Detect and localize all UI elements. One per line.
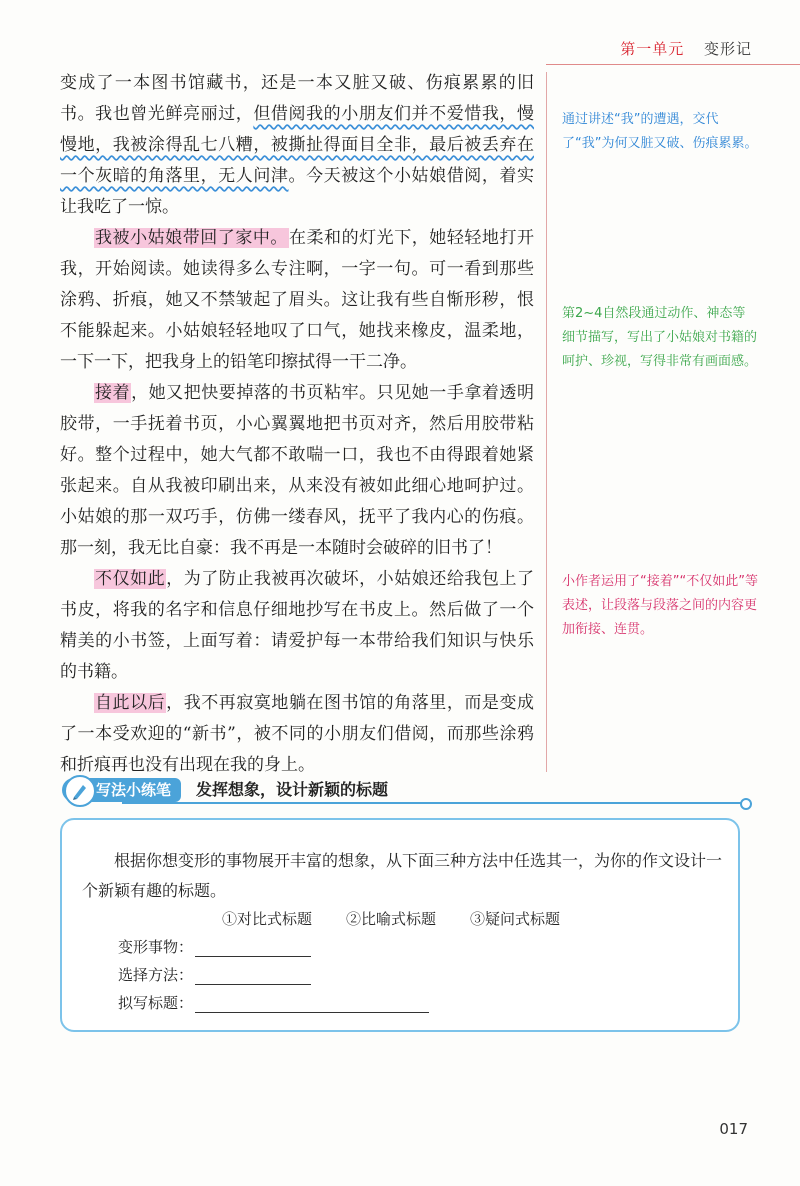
paragraph-2-text: 在柔和的灯光下，她轻轻地打开我，开始阅读。她读得多么专注啊，一字一句。可一看到那些涂鸦、折痕，她又不禁皱起了眉头。这让我有些自惭形秽，恨不能躲起来。小姑娘轻轻地叹了口气，她找来橡皮，温柔地，一下一下，把我身上的铅笔印擦拭得一干二净。 [60,228,535,372]
paragraph-1-text-c: 。今天被这个小姑娘借阅，着实让我吃了一惊。 [60,166,534,217]
paragraph-3-text: ，她又把快要掉落的书页粘牢。只见她一手拿着透明胶带，一手抚着书页，小心翼翼地把书页对齐，然后用胶带粘好。整个过程中，她大气都不敢喘一口，我也不由得跟着她紧张起来。自从我被印刷出来，从来没有被如此细心地呵护过。小姑娘的那一双巧手，仿佛一缕春风，抚平了我内心的伤痕。那一刻，我无比自豪：我不再是一本随时会破碎的旧书了！ [60,383,535,558]
paragraph-2-highlight: 我被小姑娘带回了家中。 [95,228,288,248]
header-rule [546,64,800,65]
writing-tip-title: 发挥想象，设计新颖的标题 [196,780,389,799]
pen-icon [64,775,96,807]
paragraph-3-highlight: 接着 [95,383,131,403]
title-method-options [222,908,560,929]
fill-in-blank[interactable] [195,940,311,957]
option-contrast: ①对比式标题 [222,910,313,928]
field-transform-object [118,936,311,957]
tip-rule-end-dot [740,798,752,810]
margin-divider [546,72,547,772]
margin-note-red: 小作者运用了“接着”“不仅如此”等表述，让段落与段落之间的内容更加衔接、连贯。 [562,574,758,637]
unit-label: 第一单元 [620,40,685,58]
field-label: 选择方法： [118,966,194,984]
writing-tip-badge [62,778,181,802]
paragraph-2 [60,223,534,378]
field-method [118,964,311,985]
writing-tip-badge-label: 写法小练笔 [96,781,172,799]
writing-tip-bar [62,778,752,804]
field-draft-title [118,992,429,1013]
header-label [620,38,752,59]
paragraph-1 [60,68,534,223]
margin-note-blue: 通过讲述“我”的遭遇，交代了“我”为何又脏又破、伤痕累累。 [562,112,758,151]
paragraph-5-highlight: 自此以后 [95,693,166,713]
paragraph-4-text: ，为了防止我被再次破坏，小姑娘还给我包上了书皮，将我的名字和信息仔细地抄写在书皮上。然后做了一个精美的小书签，上面写着：请爱护每一本带给我们知识与快乐的书籍。 [60,569,535,682]
page-number: 017 [719,1120,748,1138]
margin-note-green: 第2~4自然段通过动作、神态等细节描写，写出了小姑娘对书籍的呵护、珍视，写得非常有画面感。 [562,306,758,369]
essay-body [60,68,534,781]
practice-box [60,818,740,1032]
paragraph-4 [60,564,534,688]
paragraph-3 [60,378,534,564]
field-label: 变形事物： [118,938,194,956]
paragraph-4-highlight: 不仅如此 [95,569,166,589]
fill-in-blank[interactable] [195,996,429,1013]
option-metaphor: ②比喻式标题 [346,910,437,928]
fill-in-blank[interactable] [195,968,311,985]
paragraph-1-underlined: 但借阅我的小朋友们并不爱惜我，慢慢地，我被涂得乱七八糟，被撕扯得面目全非，最后被丢弃在一个灰暗的角落里，无人问津 [60,104,535,186]
paragraph-5 [60,688,534,781]
paragraph-1-text-a: 变成了一本图书馆藏书，还是一本又脏又破、伤痕累累的旧书。我也曾光鲜亮丽过， [60,73,534,124]
tip-rule [122,802,744,804]
chapter-title: 变形记 [703,40,752,58]
practice-prompt: 根据你想变形的事物展开丰富的想象，从下面三种方法中任选其一，为你的作文设计一个新颖有趣的标题。 [82,851,723,900]
option-question: ③疑问式标题 [470,910,561,928]
paragraph-5-text: ，我不再寂寞地躺在图书馆的角落里，而是变成了一本受欢迎的“新书”，被不同的小朋友们借阅，而那些涂鸦和折痕再也没有出现在我的身上。 [60,693,535,775]
field-label: 拟写标题： [118,994,194,1012]
